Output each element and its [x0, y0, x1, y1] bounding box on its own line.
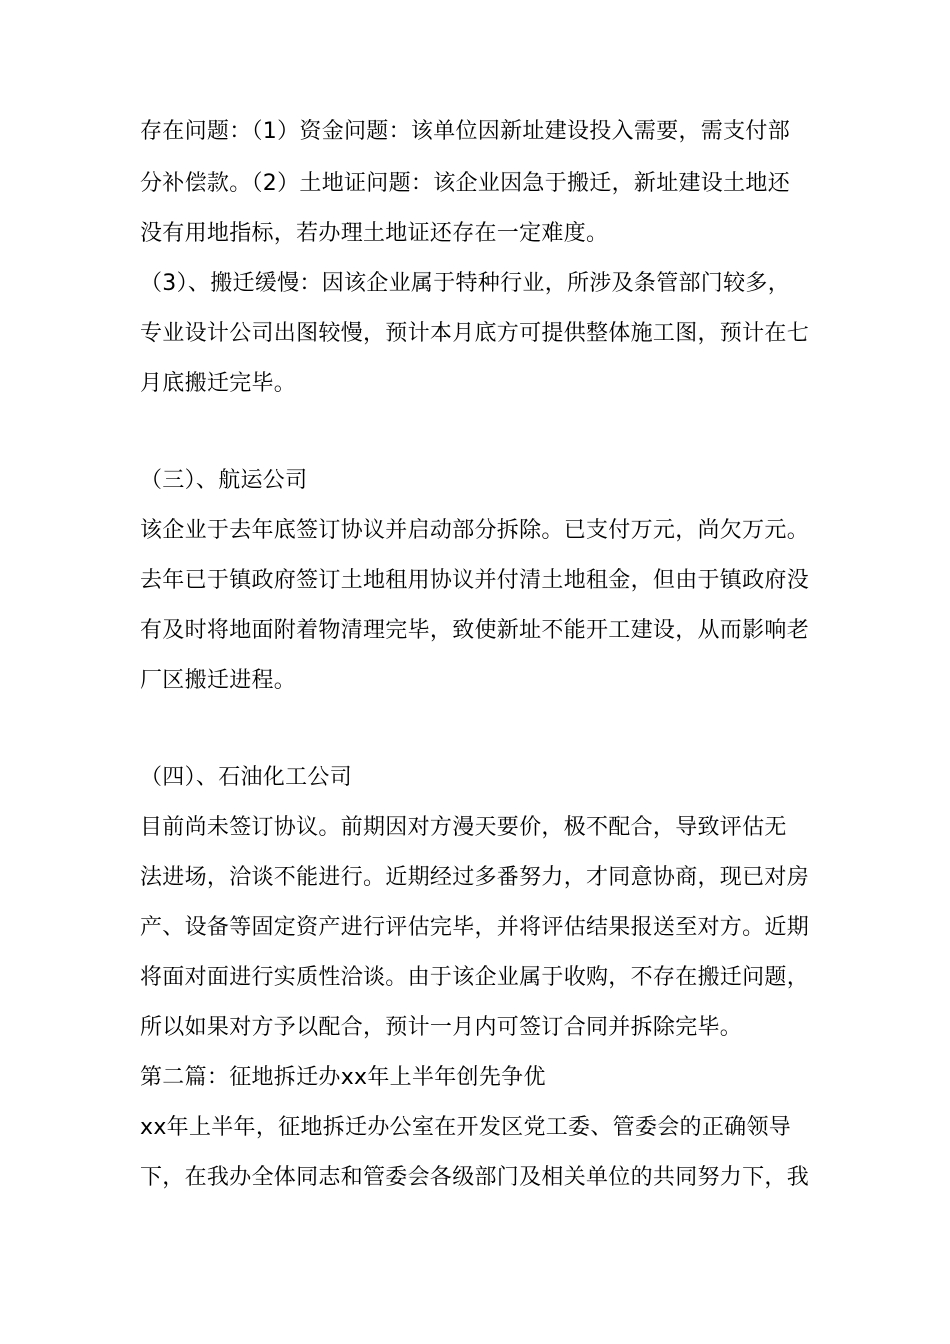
text-line: 没有用地指标，若办理土地证还存在一定难度。: [140, 221, 609, 246]
text-line: 产、设备等固定资产进行评估完毕，并将评估结果报送至对方。近期: [140, 915, 810, 940]
text-line: 厂区搬迁进程。: [140, 668, 297, 693]
text-line: 法进场，洽谈不能进行。近期经过多番努力，才同意协商，现已对房: [140, 865, 810, 890]
section-heading: （三）、航运公司: [140, 468, 308, 493]
text-line: 将面对面进行实质性洽谈。由于该企业属于收购，不存在搬迁问题，: [140, 965, 810, 990]
text-line: 有及时将地面附着物清理完毕，致使新址不能开工建设，从而影响老: [140, 618, 810, 643]
text-line: 去年已于镇政府签订土地租用协议并付清土地租金，但由于镇政府没: [140, 568, 810, 593]
text-line: 专业设计公司出图较慢，预计本月底方可提供整体施工图，预计在七: [140, 321, 810, 346]
text-line: 分补偿款。（2）土地证问题：该企业因急于搬迁，新址建设土地还: [140, 171, 790, 196]
chapter-heading: 第二篇：征地拆迁办xx年上半年创先争优: [140, 1065, 546, 1090]
text-line: 该企业于去年底签订协议并启动部分拆除。已支付万元，尚欠万元。: [140, 518, 810, 543]
text-line: 下，在我办全体同志和管委会各级部门及相关单位的共同努力下，我: [140, 1165, 810, 1190]
text-line: 目前尚未签订协议。前期因对方漫天要价，极不配合，导致评估无: [140, 815, 787, 840]
text-line: 月底搬迁完毕。: [140, 371, 297, 396]
text-line: 所以如果对方予以配合，预计一月内可签订合同并拆除完毕。: [140, 1015, 743, 1040]
text-line: xx年上半年，征地拆迁办公室在开发区党工委、管委会的正确领导: [140, 1115, 792, 1140]
text-line: 存在问题：（1）资金问题：该单位因新址建设投入需要，需支付部: [140, 119, 790, 144]
section-heading: （四）、石油化工公司: [140, 765, 353, 790]
text-line: （3）、搬迁缓慢：因该企业属于特种行业，所涉及条管部门较多，: [140, 271, 790, 296]
